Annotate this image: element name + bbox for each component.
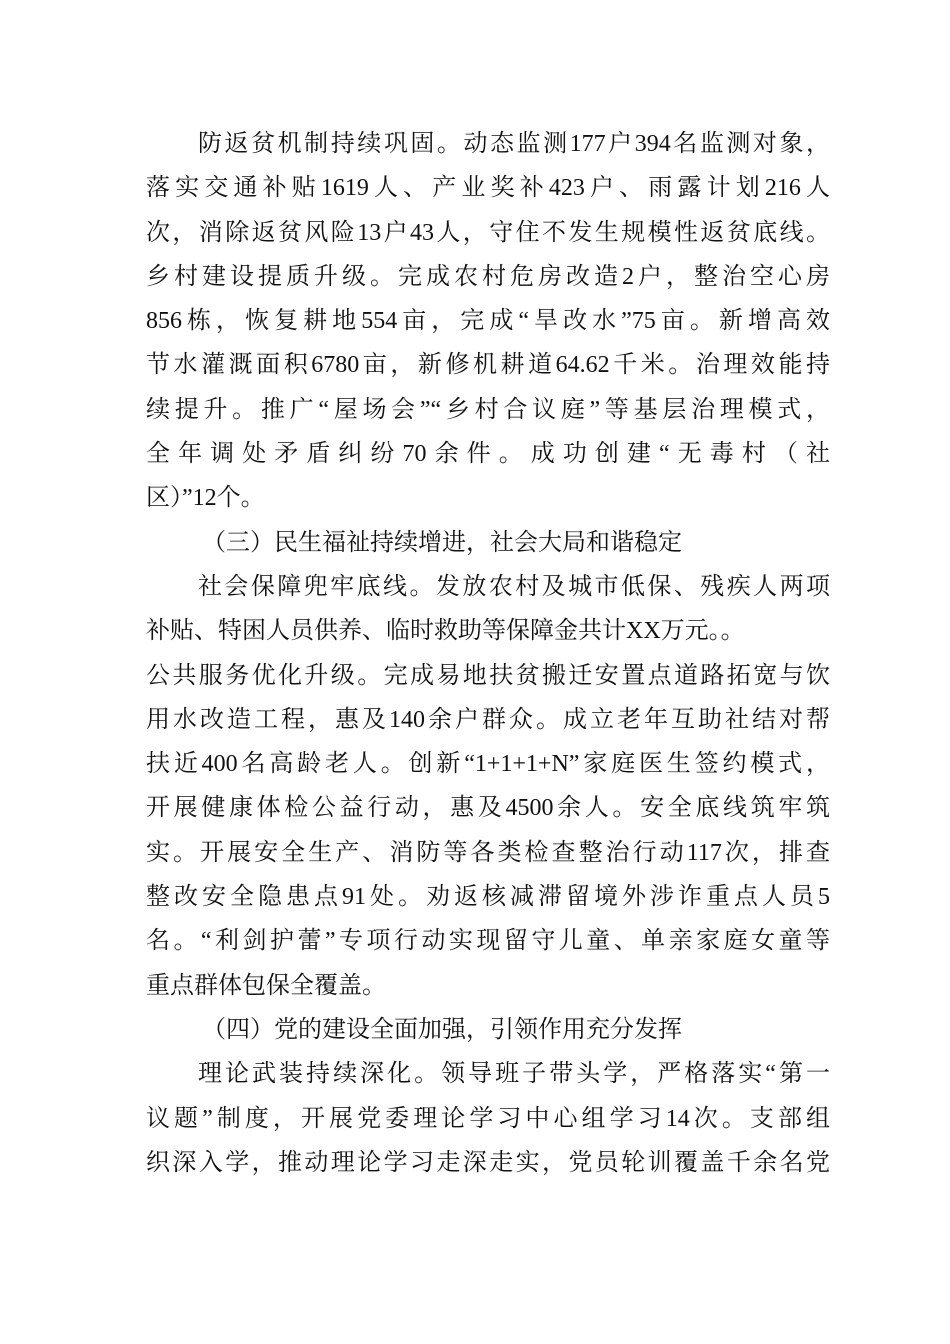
paragraph-poverty-rural xyxy=(146,122,830,521)
text-line: 节水灌溉面积6780亩，新修机耕道64.62千米。治理效能持 xyxy=(146,352,830,379)
document-page xyxy=(146,122,830,1185)
paragraph-livelihood xyxy=(146,565,830,1008)
text-line: 区）”12个。 xyxy=(146,485,265,512)
text-line: 用水改造工程，惠及140余户群众。成立老年互助社结对帮 xyxy=(146,706,830,733)
text-line: 社会保障兜牢底线。发放农村及城市低保、残疾人两项 xyxy=(198,573,830,600)
text-line: 856栋，恢复耕地554亩，完成“旱改水”75亩。新增高效 xyxy=(146,308,830,335)
text-line: 整改安全隐患点91处。劝返核减滞留境外涉诈重点人员5 xyxy=(146,884,830,911)
text-line: 织深入学，推动理论学习走深走实，党员轮训覆盖千余名党 xyxy=(146,1149,830,1176)
text-line: 乡村建设提质升级。完成农村危房改造2户，整治空心房 xyxy=(146,263,830,290)
text-line: 开展健康体检公益行动，惠及4500余人。安全底线筑牢筑 xyxy=(146,795,830,822)
text-line: 全年调处矛盾纠纷70余件。成功创建“无毒村（社 xyxy=(146,441,830,468)
text-line: 扶近400名高龄老人。创新“1+1+1+N”家庭医生签约模式， xyxy=(146,751,830,778)
section-heading-3: （三）民生福祉持续增进，社会大局和谐稳定 xyxy=(202,529,682,556)
text-line: 落实交通补贴1619人、产业奖补423户、雨露计划216人 xyxy=(146,175,830,202)
text-line: 公共服务优化升级。完成易地扶贫搬迁安置点道路拓宽与饮 xyxy=(146,662,830,689)
text-line: 议题”制度，开展党委理论学习中心组学习14次。支部组 xyxy=(146,1105,830,1132)
text-line: 名。“利剑护蕾”专项行动实现留守儿童、单亲家庭女童等 xyxy=(146,928,830,955)
text-line: 补贴、特困人员供养、临时救助等保障金共计XX万元。。 xyxy=(146,618,745,645)
paragraph-party-building xyxy=(146,1052,830,1185)
text-line: 理论武装持续深化。领导班子带头学，严格落实“第一 xyxy=(198,1061,830,1088)
text-line: 实。开展安全生产、消防等各类检查整治行动117次，排查 xyxy=(146,839,830,866)
text-line: 防返贫机制持续巩固。动态监测177户394名监测对象， xyxy=(198,131,830,157)
text-line: 重点群体包保全覆盖。 xyxy=(146,972,386,999)
text-line: 续提升。推广“屋场会”“乡村合议庭”等基层治理模式， xyxy=(146,396,830,423)
section-heading-4: （四）党的建设全面加强，引领作用充分发挥 xyxy=(202,1016,682,1043)
text-line: 次，消除返贫风险13户43人，守住不发生规模性返贫底线。 xyxy=(146,219,830,246)
